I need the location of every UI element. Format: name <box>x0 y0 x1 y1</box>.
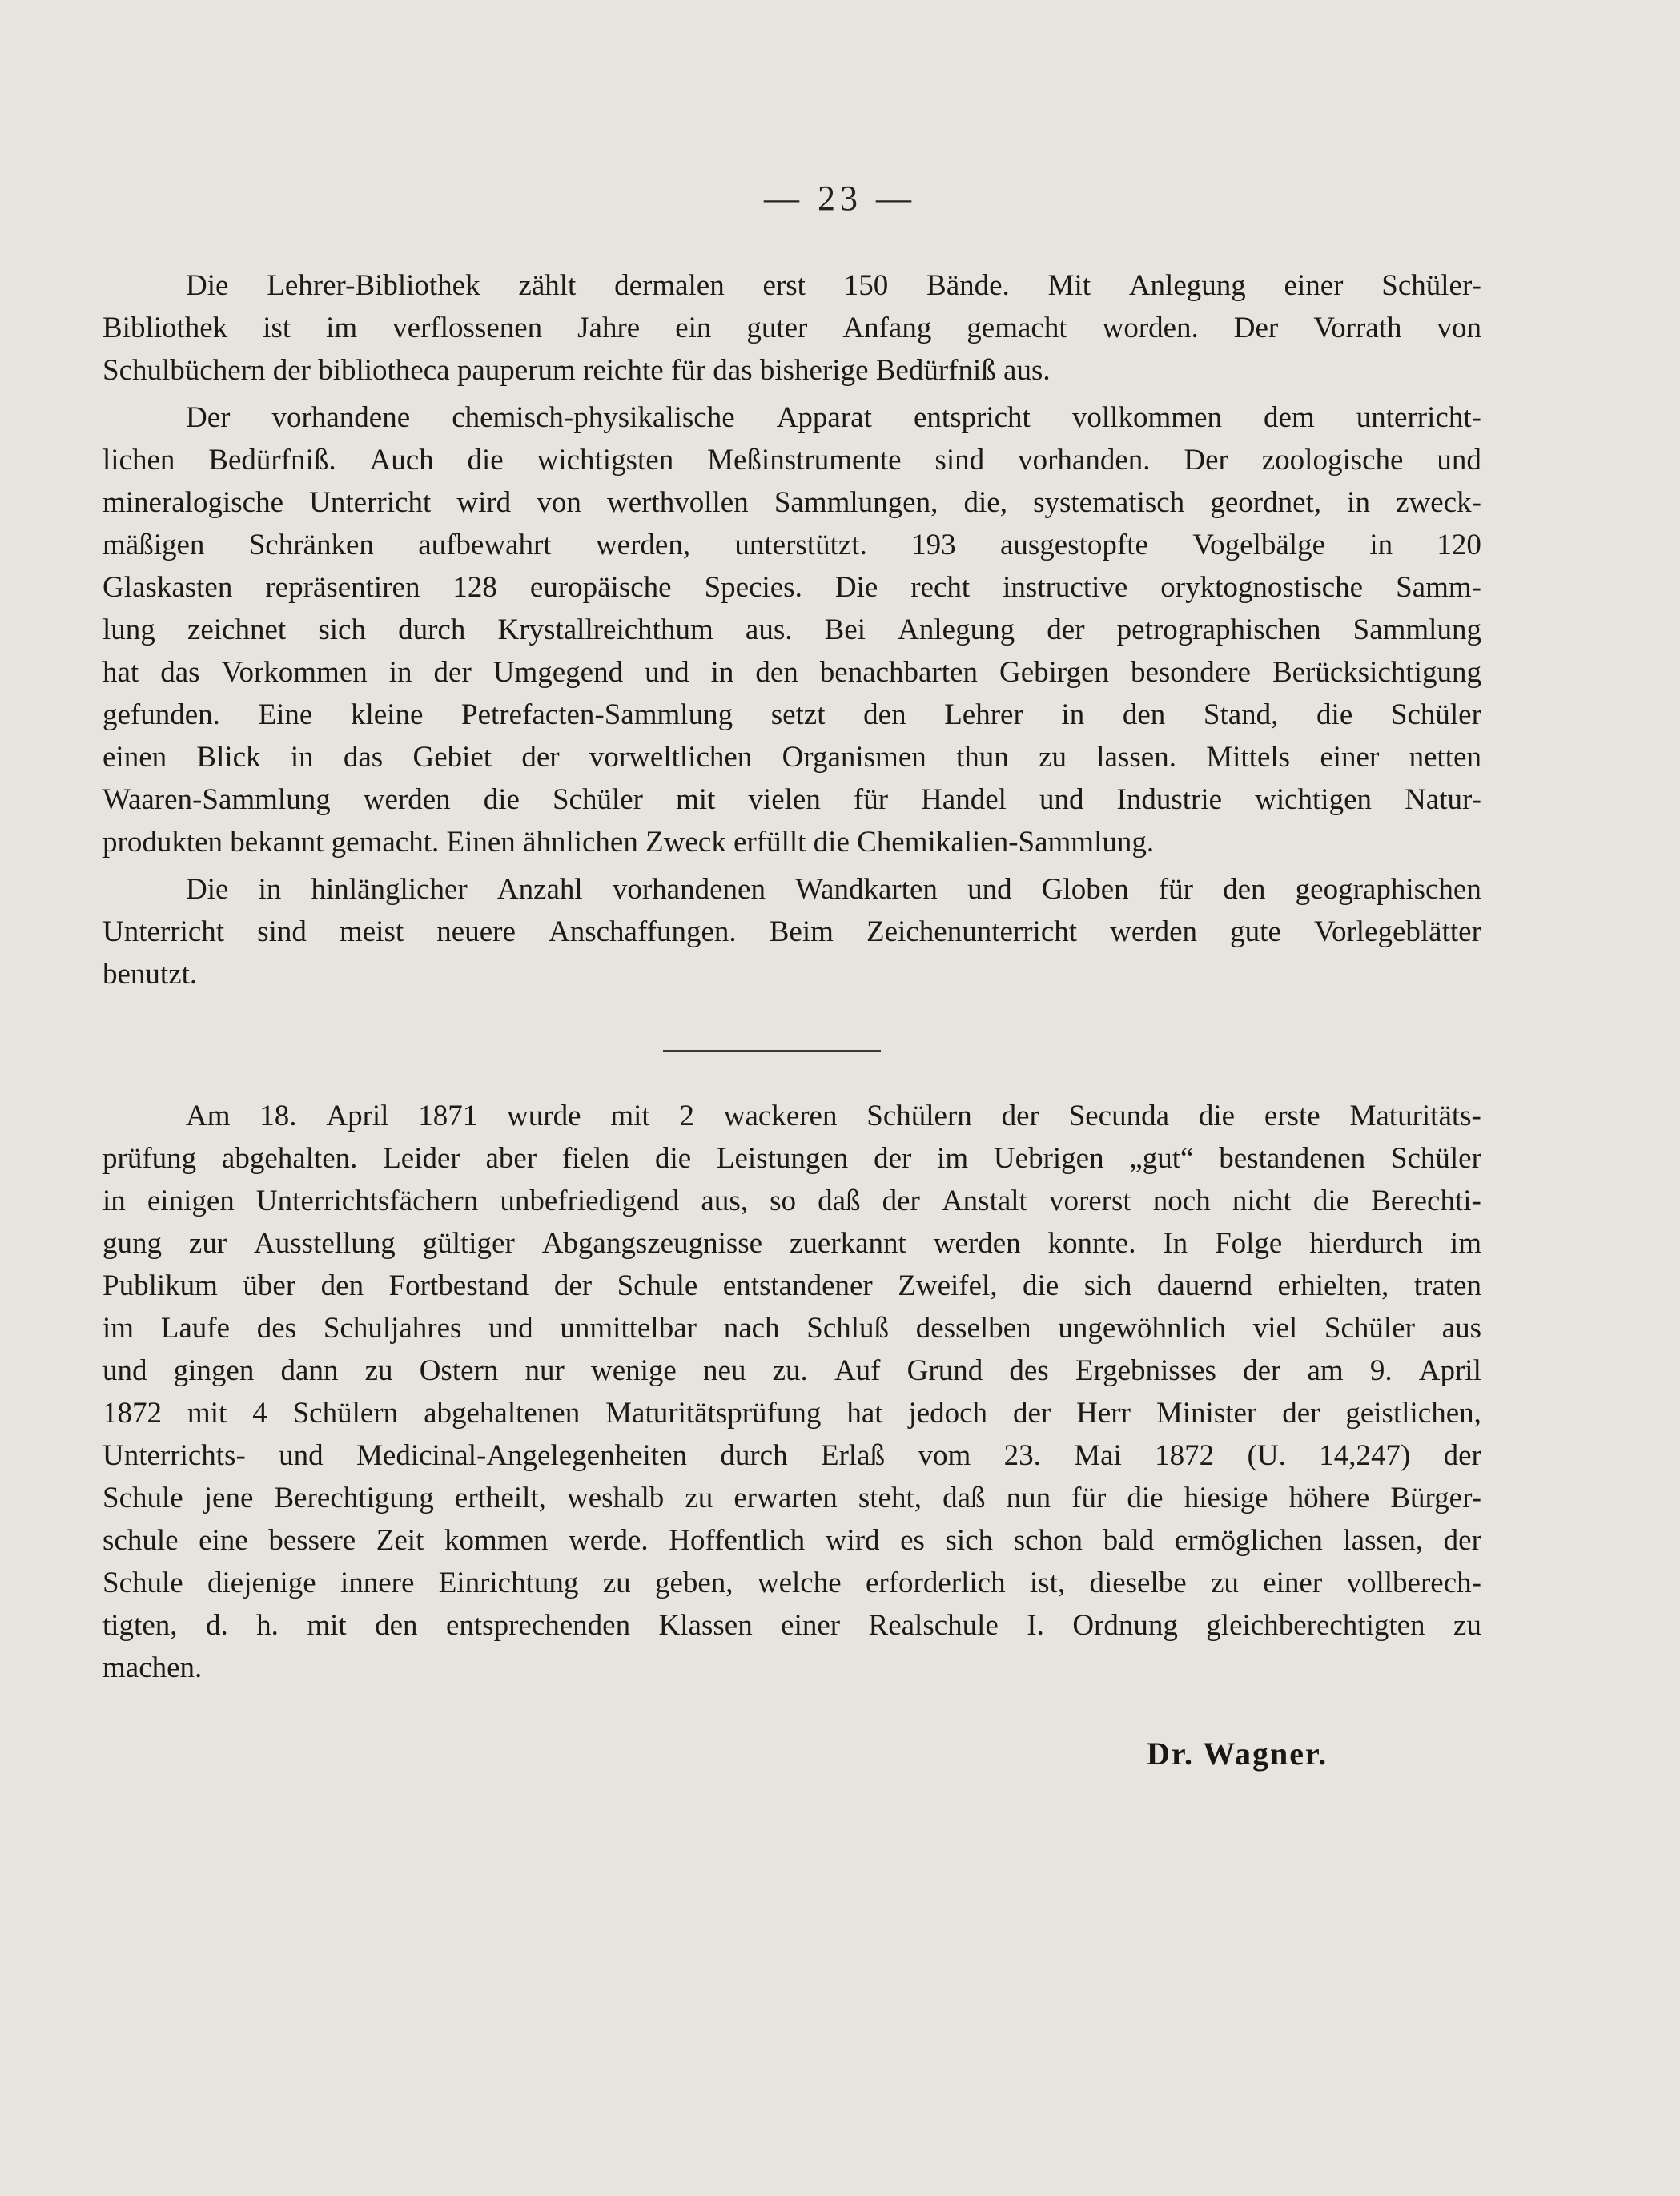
text-line: 1872 mit 4 Schülern abgehaltenen Maturitätsprüfung hat jedoch der Herr Minister der geistlichen, <box>102 1397 1481 1430</box>
text-line: Die in hinlänglicher Anzahl vorhandenen Wandkarten und Globen für den geographischen <box>186 873 1481 906</box>
text-line: Schule jene Berechtigung ertheilt, weshalb zu erwarten steht, daß nun für die hiesige höhere Bürger- <box>102 1482 1481 1514</box>
text-line: gung zur Ausstellung gültiger Abgangszeugnisse zuerkannt werden konnte. In Folge hierdurch im <box>102 1227 1481 1260</box>
signature: Dr. Wagner. <box>1147 1735 1328 1772</box>
paragraph-library <box>102 264 1481 392</box>
text-line: in einigen Unterrichtsfächern unbefriedigend aus, so daß der Anstalt vorerst noch nicht die Berechti- <box>102 1184 1481 1217</box>
text-line: Die Lehrer-Bibliothek zählt dermalen erst 150 Bände. Mit Anlegung einer Schüler- <box>186 269 1481 302</box>
text-line: lung zeichnet sich durch Krystallreichthum aus. Bei Anlegung der petrographischen Sammlung <box>102 613 1481 646</box>
text-line: hat das Vorkommen in der Umgegend und in den benachbarten Gebirgen besondere Berücksichtigung <box>102 656 1481 689</box>
section-divider <box>663 1050 881 1052</box>
text-line: im Laufe des Schuljahres und unmittelbar nach Schluß desselben ungewöhnlich viel Schüler aus <box>102 1312 1481 1345</box>
text-line: tigten, d. h. mit den entsprechenden Klassen einer Realschule I. Ordnung gleichberechtigten zu <box>102 1609 1481 1642</box>
text-line: gefunden. Eine kleine Petrefacten-Sammlung setzt den Lehrer in den Stand, die Schüler <box>102 698 1481 731</box>
text-line: Schulbüchern der bibliotheca pauperum reichte für das bisherige Bedürfniß aus. <box>102 354 1051 387</box>
text-block-upper <box>102 264 1481 1000</box>
text-line: benutzt. <box>102 958 198 991</box>
text-line: Am 18. April 1871 wurde mit 2 wackeren Schülern der Secunda die erste Maturitäts- <box>186 1100 1481 1132</box>
text-line: Unterricht sind meist neuere Anschaffungen. Beim Zeichenunterricht werden gute Vorlegeblätter <box>102 915 1481 948</box>
text-line: und gingen dann zu Ostern nur wenige neu zu. Auf Grund des Ergebnisses der am 9. April <box>102 1354 1481 1387</box>
text-line: mineralogische Unterricht wird von werthvollen Sammlungen, die, systematisch geordnet, in zweck- <box>102 486 1481 519</box>
paragraph-maps <box>102 868 1481 995</box>
text-line: machen. <box>102 1651 203 1684</box>
text-line: Glaskasten repräsentiren 128 europäische Species. Die recht instructive oryktognostische Samm- <box>102 571 1481 604</box>
text-line: schule eine bessere Zeit kommen werde. Hoffentlich wird es sich schon bald ermöglichen lassen, der <box>102 1524 1481 1557</box>
text-line: Waaren-Sammlung werden die Schüler mit vielen für Handel und Industrie wichtigen Natur- <box>102 783 1481 816</box>
text-line: prüfung abgehalten. Leider aber fielen die Leistungen der im Uebrigen „gut“ bestandenen Schüler <box>102 1142 1481 1175</box>
text-line: Unterrichts- und Medicinal-Angelegenheiten durch Erlaß vom 23. Mai 1872 (U. 14,247) der <box>102 1439 1481 1472</box>
text-line: Schule diejenige innere Einrichtung zu geben, welche erforderlich ist, dieselbe zu einer vollberech- <box>102 1567 1481 1599</box>
text-line: Publikum über den Fortbestand der Schule entstandener Zweifel, die sich dauernd erhielten, traten <box>102 1269 1481 1302</box>
text-line: mäßigen Schränken aufbewahrt werden, unterstützt. 193 ausgestopfte Vogelbälge in 120 <box>102 529 1481 561</box>
text-line: lichen Bedürfniß. Auch die wichtigsten Meßinstrumente sind vorhanden. Der zoologische und <box>102 444 1481 477</box>
page-number: — 23 — <box>764 179 916 218</box>
text-line: Der vorhandene chemisch-physikalische Apparat entspricht vollkommen dem unterricht- <box>186 401 1481 434</box>
text-line: Bibliothek ist im verflossenen Jahre ein guter Anfang gemacht worden. Der Vorrath von <box>102 312 1481 344</box>
paragraph-collections <box>102 396 1481 863</box>
paragraph-examination <box>102 1095 1481 1689</box>
text-block-lower <box>102 1095 1481 1694</box>
text-line: produkten bekannt gemacht. Einen ähnlichen Zweck erfüllt die Chemikalien-Sammlung. <box>102 826 1155 859</box>
text-line: einen Blick in das Gebiet der vorweltlichen Organismen thun zu lassen. Mittels einer netten <box>102 741 1481 774</box>
